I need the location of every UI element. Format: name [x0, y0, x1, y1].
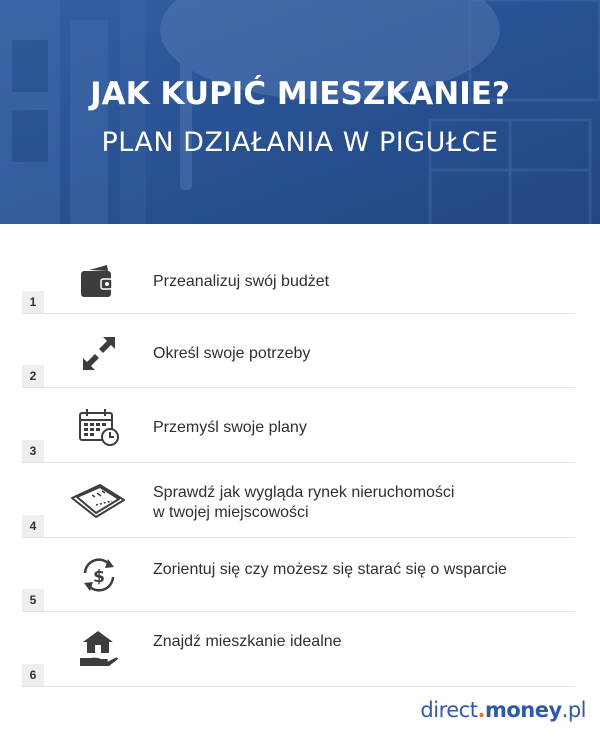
step-label	[153, 483, 454, 523]
brand-logo[interactable]	[420, 698, 586, 722]
wallet-icon	[77, 262, 121, 302]
step-number: 4	[22, 515, 44, 537]
page-subtitle: PLAN DZIAŁANIA W PIGUŁCE	[101, 127, 499, 158]
step-label: Przemyśl swoje plany	[153, 419, 307, 436]
logo-dot: .	[477, 698, 485, 722]
step-number: 5	[22, 589, 44, 611]
calendar-clock-icon	[77, 407, 121, 447]
step-label: Znajdź mieszkanie idealne	[153, 633, 342, 650]
step-item	[22, 612, 575, 687]
step-label: Określ swoje potrzeby	[153, 345, 311, 362]
step-item	[22, 463, 575, 538]
step-item	[22, 240, 575, 314]
logo-dot: .	[561, 698, 568, 722]
document-ruler-icon	[70, 481, 126, 521]
logo-part-money: money	[484, 698, 562, 722]
logo-part-pl: pl	[567, 698, 586, 722]
step-item	[22, 538, 575, 612]
dollar-refresh-icon	[77, 555, 121, 595]
house-hand-icon	[77, 628, 121, 668]
step-label: Zorientuj się czy możesz się starać się o wsparcie	[153, 561, 507, 578]
hero-background-photo	[0, 0, 600, 224]
logo-part-direct: direct	[420, 698, 478, 722]
step-number: 6	[22, 664, 44, 686]
hero-banner	[0, 0, 600, 224]
svg-text:$: $	[93, 567, 105, 587]
step-label-line-1: Sprawdź jak wygląda rynek nieruchomości	[153, 484, 455, 501]
step-label: Przeanalizuj swój budżet	[153, 273, 330, 290]
step-number: 1	[22, 291, 44, 313]
step-item	[22, 314, 575, 388]
steps-list	[22, 240, 575, 687]
step-number: 2	[22, 365, 44, 387]
expand-arrows-icon	[77, 334, 121, 374]
step-label-line-2: w twojej miejscowości	[153, 504, 309, 521]
step-number: 3	[22, 440, 44, 462]
page-title: JAK KUPIĆ MIESZKANIE?	[90, 76, 510, 112]
step-item	[22, 388, 575, 463]
